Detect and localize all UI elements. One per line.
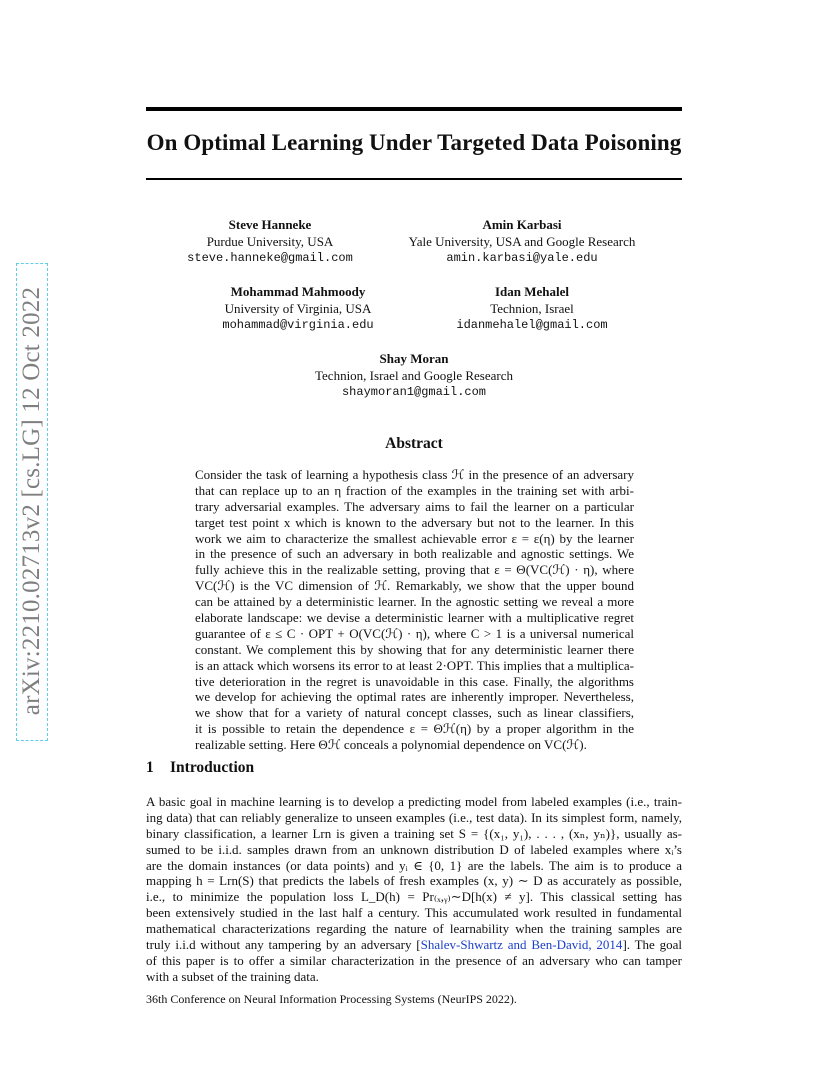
author-email[interactable]: steve.hanneke@gmail.com (187, 251, 353, 265)
abstract-line: guarantee of ε ≤ C · OPT + O(VC(ℋ) · η), where C > 1 is a universal numerical (195, 625, 634, 641)
intro-line-text: truly i.i.d without any tampering by an adversary [ (146, 937, 421, 953)
abstract-line: fully achieve this in the realizable setting, proving that ε = Θ(VC(ℋ) · η), where (195, 562, 634, 578)
abstract-line: is an attack which worsens its error to at least 2·OPT. This implies that a multiplica- (195, 657, 634, 673)
title-bottom-rule (146, 178, 682, 180)
abstract-line: tive deterioration in the regret is unavoidable in this case. Finally, the algorithms (195, 673, 634, 689)
intro-line: binary classification, a learner Lrn is given a training set S = {(x₁, y₁), . . . , (xₙ, yₙ)}, usually as- (146, 825, 682, 841)
author-affiliation: Technion, Israel (490, 300, 574, 316)
author-affiliation: Yale University, USA and Google Research (408, 233, 636, 249)
abstract-line: in the presence of such an adversary in both realizable and agnostic settings. We (195, 546, 634, 562)
arxiv-stamp[interactable] (16, 263, 48, 741)
author-email[interactable]: shaymoran1@gmail.com (341, 385, 487, 399)
abstract-line: we show that for a variety of natural concept classes, such as linear classifiers, (195, 705, 634, 721)
abstract-line: that can replace up to an η fraction of the examples in the training set with arbi- (195, 482, 634, 498)
abstract-line: it is possible to retain the dependence ε = Θℋ(η) by a proper algorithm in the (195, 721, 634, 737)
intro-line: mapping h = Lrn(S) that predicts the labels of fresh examples (x, y) ∼ D as accurately as possible, (146, 873, 682, 889)
author-block (198, 284, 398, 334)
abstract-line: VC(ℋ) is the VC dimension of ℋ. Remarkably, we show that the upper bound (195, 578, 634, 594)
abstract-body (195, 467, 634, 753)
intro-line-with-citation (146, 937, 682, 953)
section-heading (146, 759, 254, 777)
intro-line: i.e., to minimize the population loss L_D(h) = Pr₍ₓ,ᵧ₎∼D[h(x) ≠ y]. This classical setting has (146, 889, 682, 905)
author-affiliation: Technion, Israel and Google Research (315, 367, 513, 383)
abstract-line: Consider the task of learning a hypothesis class ℋ in the presence of an adversary (195, 467, 634, 482)
intro-line: are the domain instances (or data points) and yᵢ ∈ {0, 1} are the labels. The aim is to produce a (146, 857, 682, 873)
paper-title: On Optimal Learning Under Targeted Data Poisoning (146, 130, 682, 155)
intro-line-tail: ]. The goal (622, 937, 683, 953)
abstract-heading: Abstract (385, 435, 443, 452)
intro-paragraph (146, 794, 682, 985)
author-block (390, 217, 654, 267)
author-block (288, 351, 540, 401)
intro-line: of this paper is to offer a similar characterization in the presence of an adversary who can tamper (146, 952, 682, 968)
intro-line: been extensively studied in the last half a century. This accumulated work resulted in fundamental (146, 905, 682, 921)
abstract-line: work we aim to characterize the smallest achievable error ε = ε(η) by the learner (195, 530, 634, 546)
conference-footnote: 36th Conference on Neural Information Processing Systems (NeurIPS 2022). (146, 992, 517, 1006)
author-name: Steve Hanneke (228, 217, 312, 232)
title-top-rule (146, 107, 682, 111)
author-email[interactable]: amin.karbasi@yale.edu (446, 251, 598, 265)
section-title: Introduction (170, 759, 255, 776)
section-number: 1 (146, 759, 154, 776)
author-affiliation: Purdue University, USA (206, 233, 334, 249)
author-affiliation: University of Virginia, USA (224, 300, 372, 316)
arxiv-stamp-text: arXiv:2210.02713v2 [cs.LG] 12 Oct 2022 (18, 286, 45, 716)
abstract-line: realizable setting. Here Θℋ conceals a polynomial dependence on VC(ℋ). (195, 737, 587, 753)
author-block (180, 217, 360, 267)
abstract-line: target test point x which is known to the adversary but not to the learner. In this (195, 514, 634, 530)
intro-line: A basic goal in machine learning is to develop a predicting model from labeled examples (i.e., train- (146, 794, 682, 809)
intro-line: sumed to be i.i.d. samples drawn from an unknown distribution D of labeled examples where xᵢ’s (146, 841, 682, 857)
abstract-line: we develop for achieving the optimal rates are inherently improper. Nevertheless, (195, 689, 634, 705)
abstract-line: trary adversarial examples. The adversary aims to fail the learner on a particular (195, 498, 634, 514)
author-email[interactable]: mohammad@virginia.edu (222, 318, 374, 332)
abstract-line: elaborate landscape: we devise a deterministic learner with a multiplicative regret (195, 610, 634, 626)
intro-line: mathematical characterizations regarding the nature of learnability when the training samples are (146, 921, 682, 937)
author-block (432, 284, 632, 334)
abstract-line: can be attained by a deterministic learner. In the agnostic setting we reveal a more (195, 594, 634, 610)
citation-link[interactable]: Shalev-Shwartz and Ben-David, 2014 (420, 937, 623, 953)
author-name: Mohammad Mahmoody (230, 284, 366, 299)
intro-line: with a subset of the training data. (146, 968, 319, 984)
author-name: Amin Karbasi (482, 217, 562, 232)
intro-line: ing data) that can reliably generalize to unseen examples (i.e., test data). In its simplest form, namely, (146, 809, 682, 825)
abstract-line: constant. We complement this by showing that for any deterministic learner there (195, 641, 634, 657)
author-name: Idan Mehalel (494, 284, 570, 299)
author-name: Shay Moran (379, 351, 449, 366)
author-email[interactable]: idanmehalel@gmail.com (456, 318, 608, 332)
